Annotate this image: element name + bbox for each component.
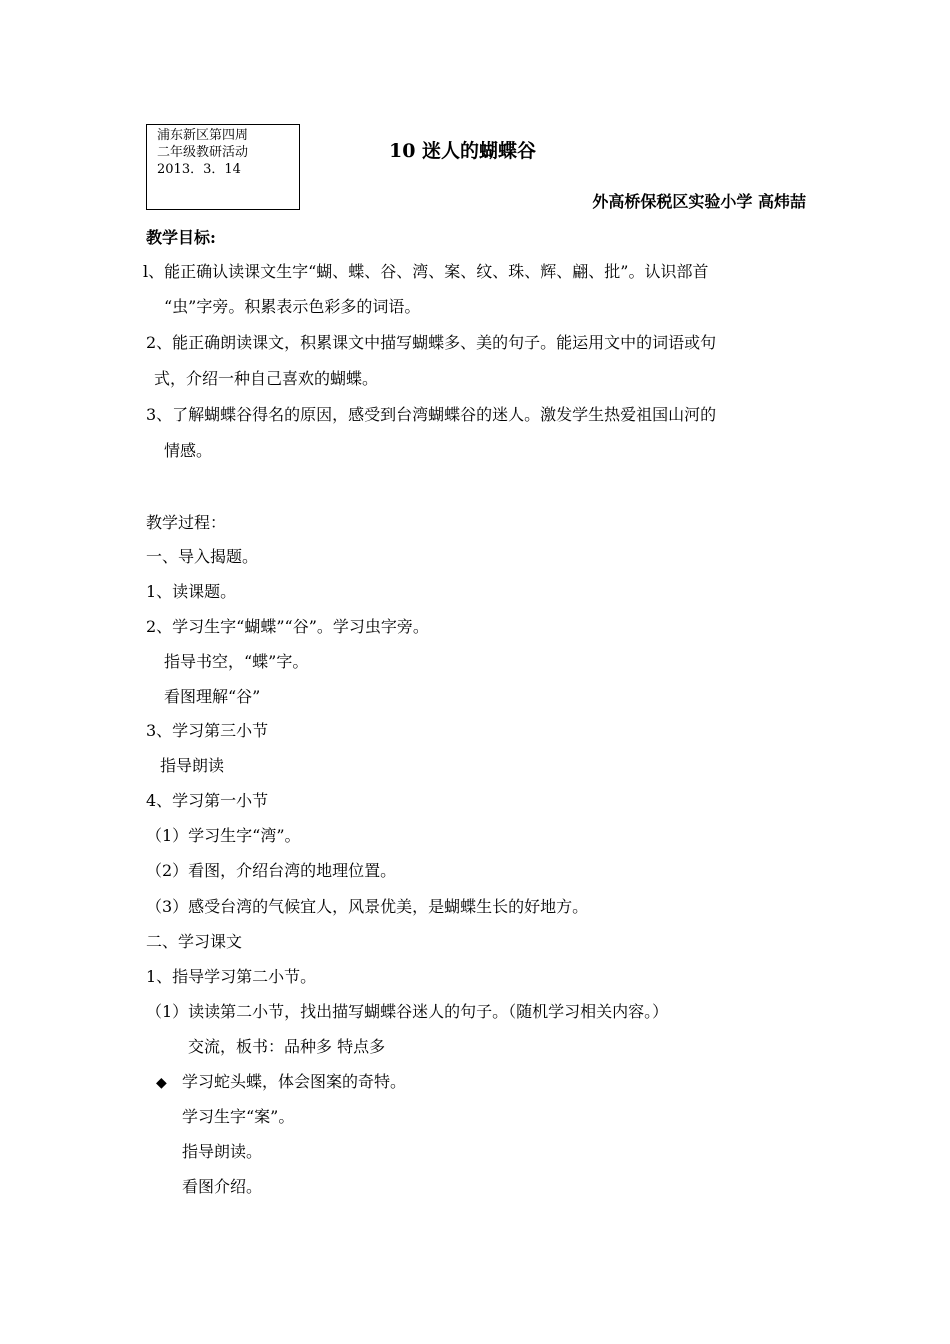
goal-item-2-cont: 式，介绍一种自己喜欢的蝴蝶。 [154, 369, 379, 388]
process-line: 指导书空，“蝶”字。 [164, 652, 309, 671]
info-line: 浦东新区第四周 [157, 128, 249, 143]
process-line: 学习生字“案”。 [182, 1107, 295, 1126]
activity-info-box [146, 124, 300, 210]
process-line: 交流，板书：品种多 特点多 [188, 1037, 386, 1056]
bullet-text: 学习蛇头蝶，体会图案的奇特。 [182, 1072, 407, 1091]
info-line: 2013．3．14 [157, 162, 241, 177]
goal-item-3-cont: 情感。 [164, 441, 213, 460]
process-line: 一、导入揭题。 [146, 547, 259, 566]
process-line: 2、学习生字“蝴蝶”“谷”。学习虫字旁。 [146, 617, 429, 636]
process-heading: 教学过程： [146, 513, 227, 532]
diamond-bullet-icon: ◆ [156, 1075, 167, 1091]
goals-heading: 教学目标: [146, 228, 216, 247]
process-line: 指导朗读。 [182, 1142, 263, 1161]
goal-item-1: l、能正确认读课文生字“蝴、蝶、谷、湾、案、纹、珠、辉、翩、批”。认识部首 [143, 262, 709, 281]
process-line: 指导朗读 [160, 756, 225, 775]
process-line: 1、指导学习第二小节。 [146, 967, 317, 986]
author-line: 外高桥保税区实验小学 高炜喆 [592, 192, 806, 211]
process-line: （1）学习生字“湾”。 [146, 826, 301, 845]
process-line: 看图介绍。 [182, 1177, 263, 1196]
info-line: 二年级教研活动 [157, 145, 249, 160]
document-title: 10 迷人的蝴蝶谷 [389, 140, 537, 162]
process-line: 1、读课题。 [146, 582, 237, 601]
process-line: 3、学习第三小节 [146, 721, 269, 740]
process-line: 二、学习课文 [146, 932, 243, 951]
process-line: （1）读读第二小节，找出描写蝴蝶谷迷人的句子。（随机学习相关内容。） [146, 1002, 669, 1021]
process-line: 看图理解“谷” [164, 687, 261, 706]
goal-item-2: 2、能正确朗读课文，积累课文中描写蝴蝶多、美的句子。能运用文中的词语或句 [146, 333, 717, 352]
bullet-list-item [156, 1072, 406, 1093]
goal-item-1-cont: “虫”字旁。积累表示色彩多的词语。 [164, 297, 421, 316]
goal-item-3: 3、了解蝴蝶谷得名的原因，感受到台湾蝴蝶谷的迷人。激发学生热爱祖国山河的 [146, 405, 717, 424]
process-line: 4、学习第一小节 [146, 791, 269, 810]
process-line: （2）看图，介绍台湾的地理位置。 [146, 861, 397, 880]
process-line: （3）感受台湾的气候宜人，风景优美，是蝴蝶生长的好地方。 [146, 897, 589, 916]
